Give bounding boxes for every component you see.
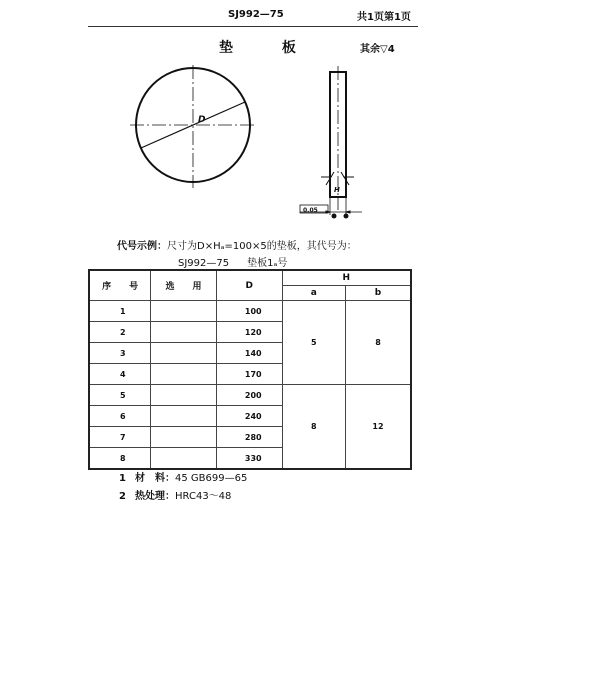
example-text: 尺寸为D×Hₐ=100×5的垫板，其代号为：	[167, 241, 357, 252]
row-d: 280	[216, 427, 282, 448]
header-seq: 序 号	[89, 270, 151, 301]
row-d: 240	[216, 406, 282, 427]
spec-table	[88, 269, 412, 470]
note-item	[119, 470, 247, 488]
page-title: 垫 板	[219, 40, 318, 56]
row-d: 200	[216, 385, 282, 406]
row-seq: 5	[89, 385, 151, 406]
row-seq: 4	[89, 364, 151, 385]
row-seq: 6	[89, 406, 151, 427]
group-b: 8	[346, 301, 412, 385]
row-usage	[151, 427, 217, 448]
note-key: 材 料：	[135, 473, 175, 484]
row-usage	[151, 448, 217, 470]
row-seq: 3	[89, 343, 151, 364]
row-d: 170	[216, 364, 282, 385]
page-info: 共1页第1页	[357, 12, 411, 23]
thickness-label: H	[334, 186, 340, 194]
row-seq: 1	[89, 301, 151, 322]
roughness-note: 其余▽4	[360, 44, 395, 55]
header-a: a	[282, 286, 345, 301]
note-number: 2	[119, 491, 126, 502]
row-seq: 8	[89, 448, 151, 470]
diameter-label: D	[198, 115, 206, 125]
table-row	[89, 385, 411, 406]
notes	[119, 470, 247, 506]
example-label: 代号示例：	[117, 241, 167, 252]
table-row	[89, 301, 411, 322]
note-key: 热处理：	[135, 491, 175, 502]
row-d: 120	[216, 322, 282, 343]
header-d: D	[216, 270, 282, 301]
group-a: 5	[282, 301, 345, 385]
row-usage	[151, 343, 217, 364]
row-d: 330	[216, 448, 282, 470]
tolerance-tag: 0.05	[303, 207, 318, 214]
row-usage	[151, 364, 217, 385]
part-drawing	[0, 0, 600, 240]
row-usage	[151, 385, 217, 406]
note-number: 1	[119, 473, 126, 484]
example-code: SJ992—75	[178, 258, 230, 269]
group-a: 8	[282, 385, 345, 470]
note-value: HRC43～48	[175, 491, 232, 502]
row-usage	[151, 322, 217, 343]
plan-view	[130, 65, 256, 188]
row-d: 140	[216, 343, 282, 364]
standard-code: SJ992—75	[228, 9, 284, 20]
row-usage	[151, 301, 217, 322]
side-view	[300, 66, 362, 219]
note-item	[119, 488, 247, 506]
header-usage: 选 用	[151, 270, 217, 301]
example-name: 垫板1ₐ号	[247, 258, 288, 269]
row-d: 100	[216, 301, 282, 322]
row-seq: 7	[89, 427, 151, 448]
header-b: b	[346, 286, 412, 301]
group-b: 12	[346, 385, 412, 470]
example-code-line	[178, 254, 287, 269]
header-h: H	[282, 270, 411, 286]
row-usage	[151, 406, 217, 427]
example-line	[117, 237, 357, 252]
note-value: 45 GB699—65	[175, 473, 248, 484]
row-seq: 2	[89, 322, 151, 343]
